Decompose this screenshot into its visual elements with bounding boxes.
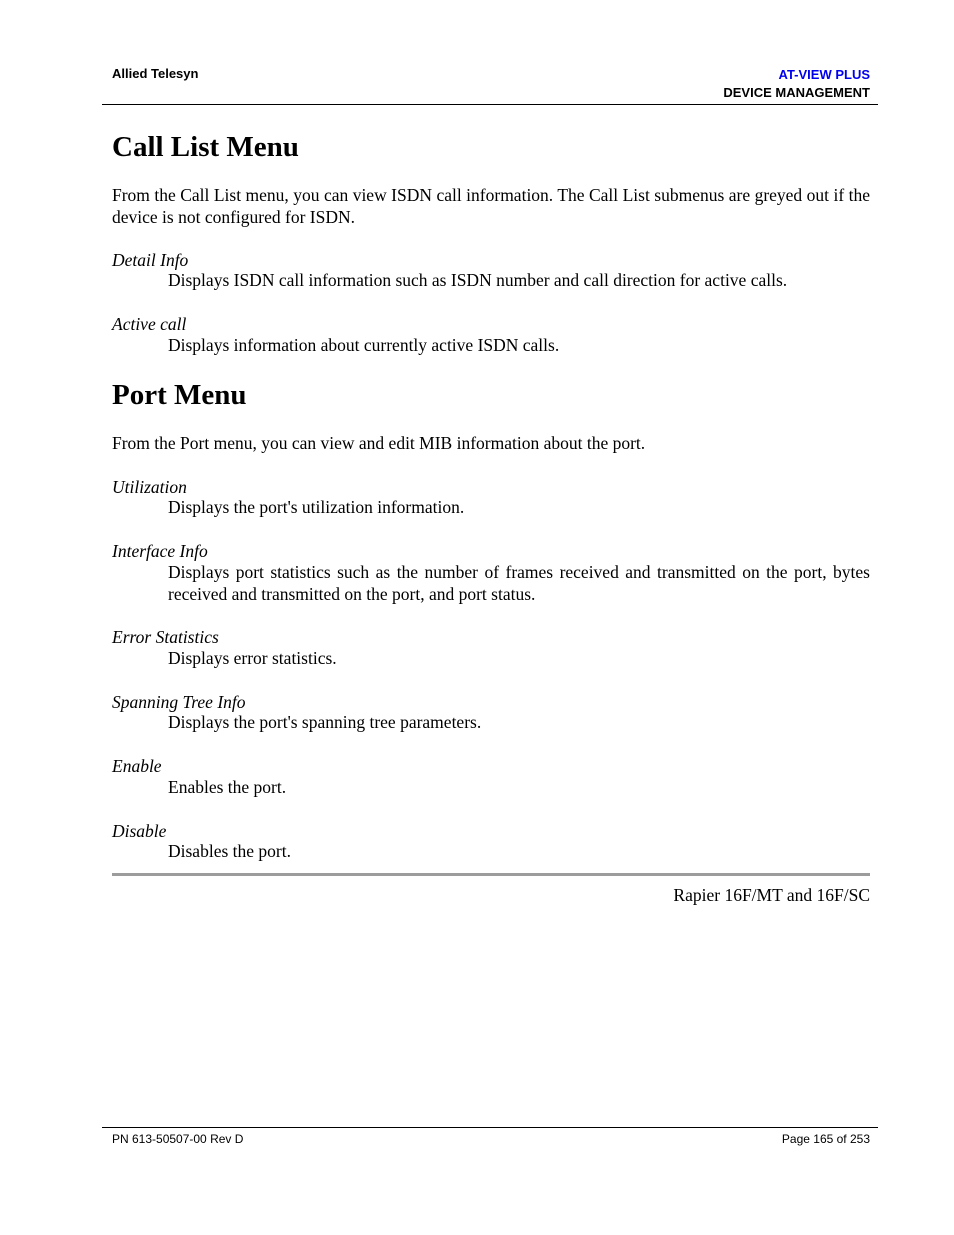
page-number: Page 165 of 253 — [781, 1132, 870, 1146]
product-name: AT-VIEW PLUS — [778, 67, 870, 82]
content-footer-divider — [112, 873, 870, 876]
desc-utilization: Displays the port's utilization information. — [168, 497, 465, 517]
port-menu-intro: From the Port menu, you can view and edit MIB information about the port. — [112, 433, 646, 453]
desc-enable: Enables the port. — [168, 777, 287, 797]
term-detail-info: Detail Info — [112, 250, 189, 270]
term-interface-info: Interface Info — [112, 541, 208, 561]
term-error-statistics: Error Statistics — [112, 627, 219, 647]
header-right — [723, 66, 870, 102]
desc-active-call: Displays information about currently active ISDN calls. — [168, 335, 560, 355]
header-divider — [102, 104, 878, 105]
section-name: DEVICE MANAGEMENT — [723, 85, 870, 100]
desc-detail-info: Displays ISDN call information such as ISDN number and call direction for active calls. — [168, 270, 788, 290]
call-list-intro: From the Call List menu, you can view ISDN call information. The Call List submenus are greyed out if the device is not configured for ISDN. — [112, 185, 870, 227]
term-spanning-tree-info: Spanning Tree Info — [112, 692, 246, 712]
page-footer-divider — [102, 1127, 878, 1128]
term-disable: Disable — [112, 821, 167, 841]
desc-interface-info: Displays port statistics such as the number of frames received and transmitted on the port, bytes received and transmitted on the port, and port status. — [168, 562, 870, 604]
term-utilization: Utilization — [112, 477, 187, 497]
term-active-call: Active call — [112, 314, 187, 334]
desc-error-statistics: Displays error statistics. — [168, 648, 337, 668]
port-menu-heading: Port Menu — [112, 379, 247, 411]
company-name: Allied Telesyn — [112, 66, 199, 81]
desc-spanning-tree-info: Displays the port's spanning tree parameters. — [168, 712, 482, 732]
part-number: PN 613-50507-00 Rev D — [112, 1132, 244, 1146]
desc-disable: Disables the port. — [168, 841, 291, 861]
term-enable: Enable — [112, 756, 162, 776]
call-list-heading: Call List Menu — [112, 131, 299, 163]
document-title: Rapier 16F/MT and 16F/SC — [673, 885, 870, 905]
